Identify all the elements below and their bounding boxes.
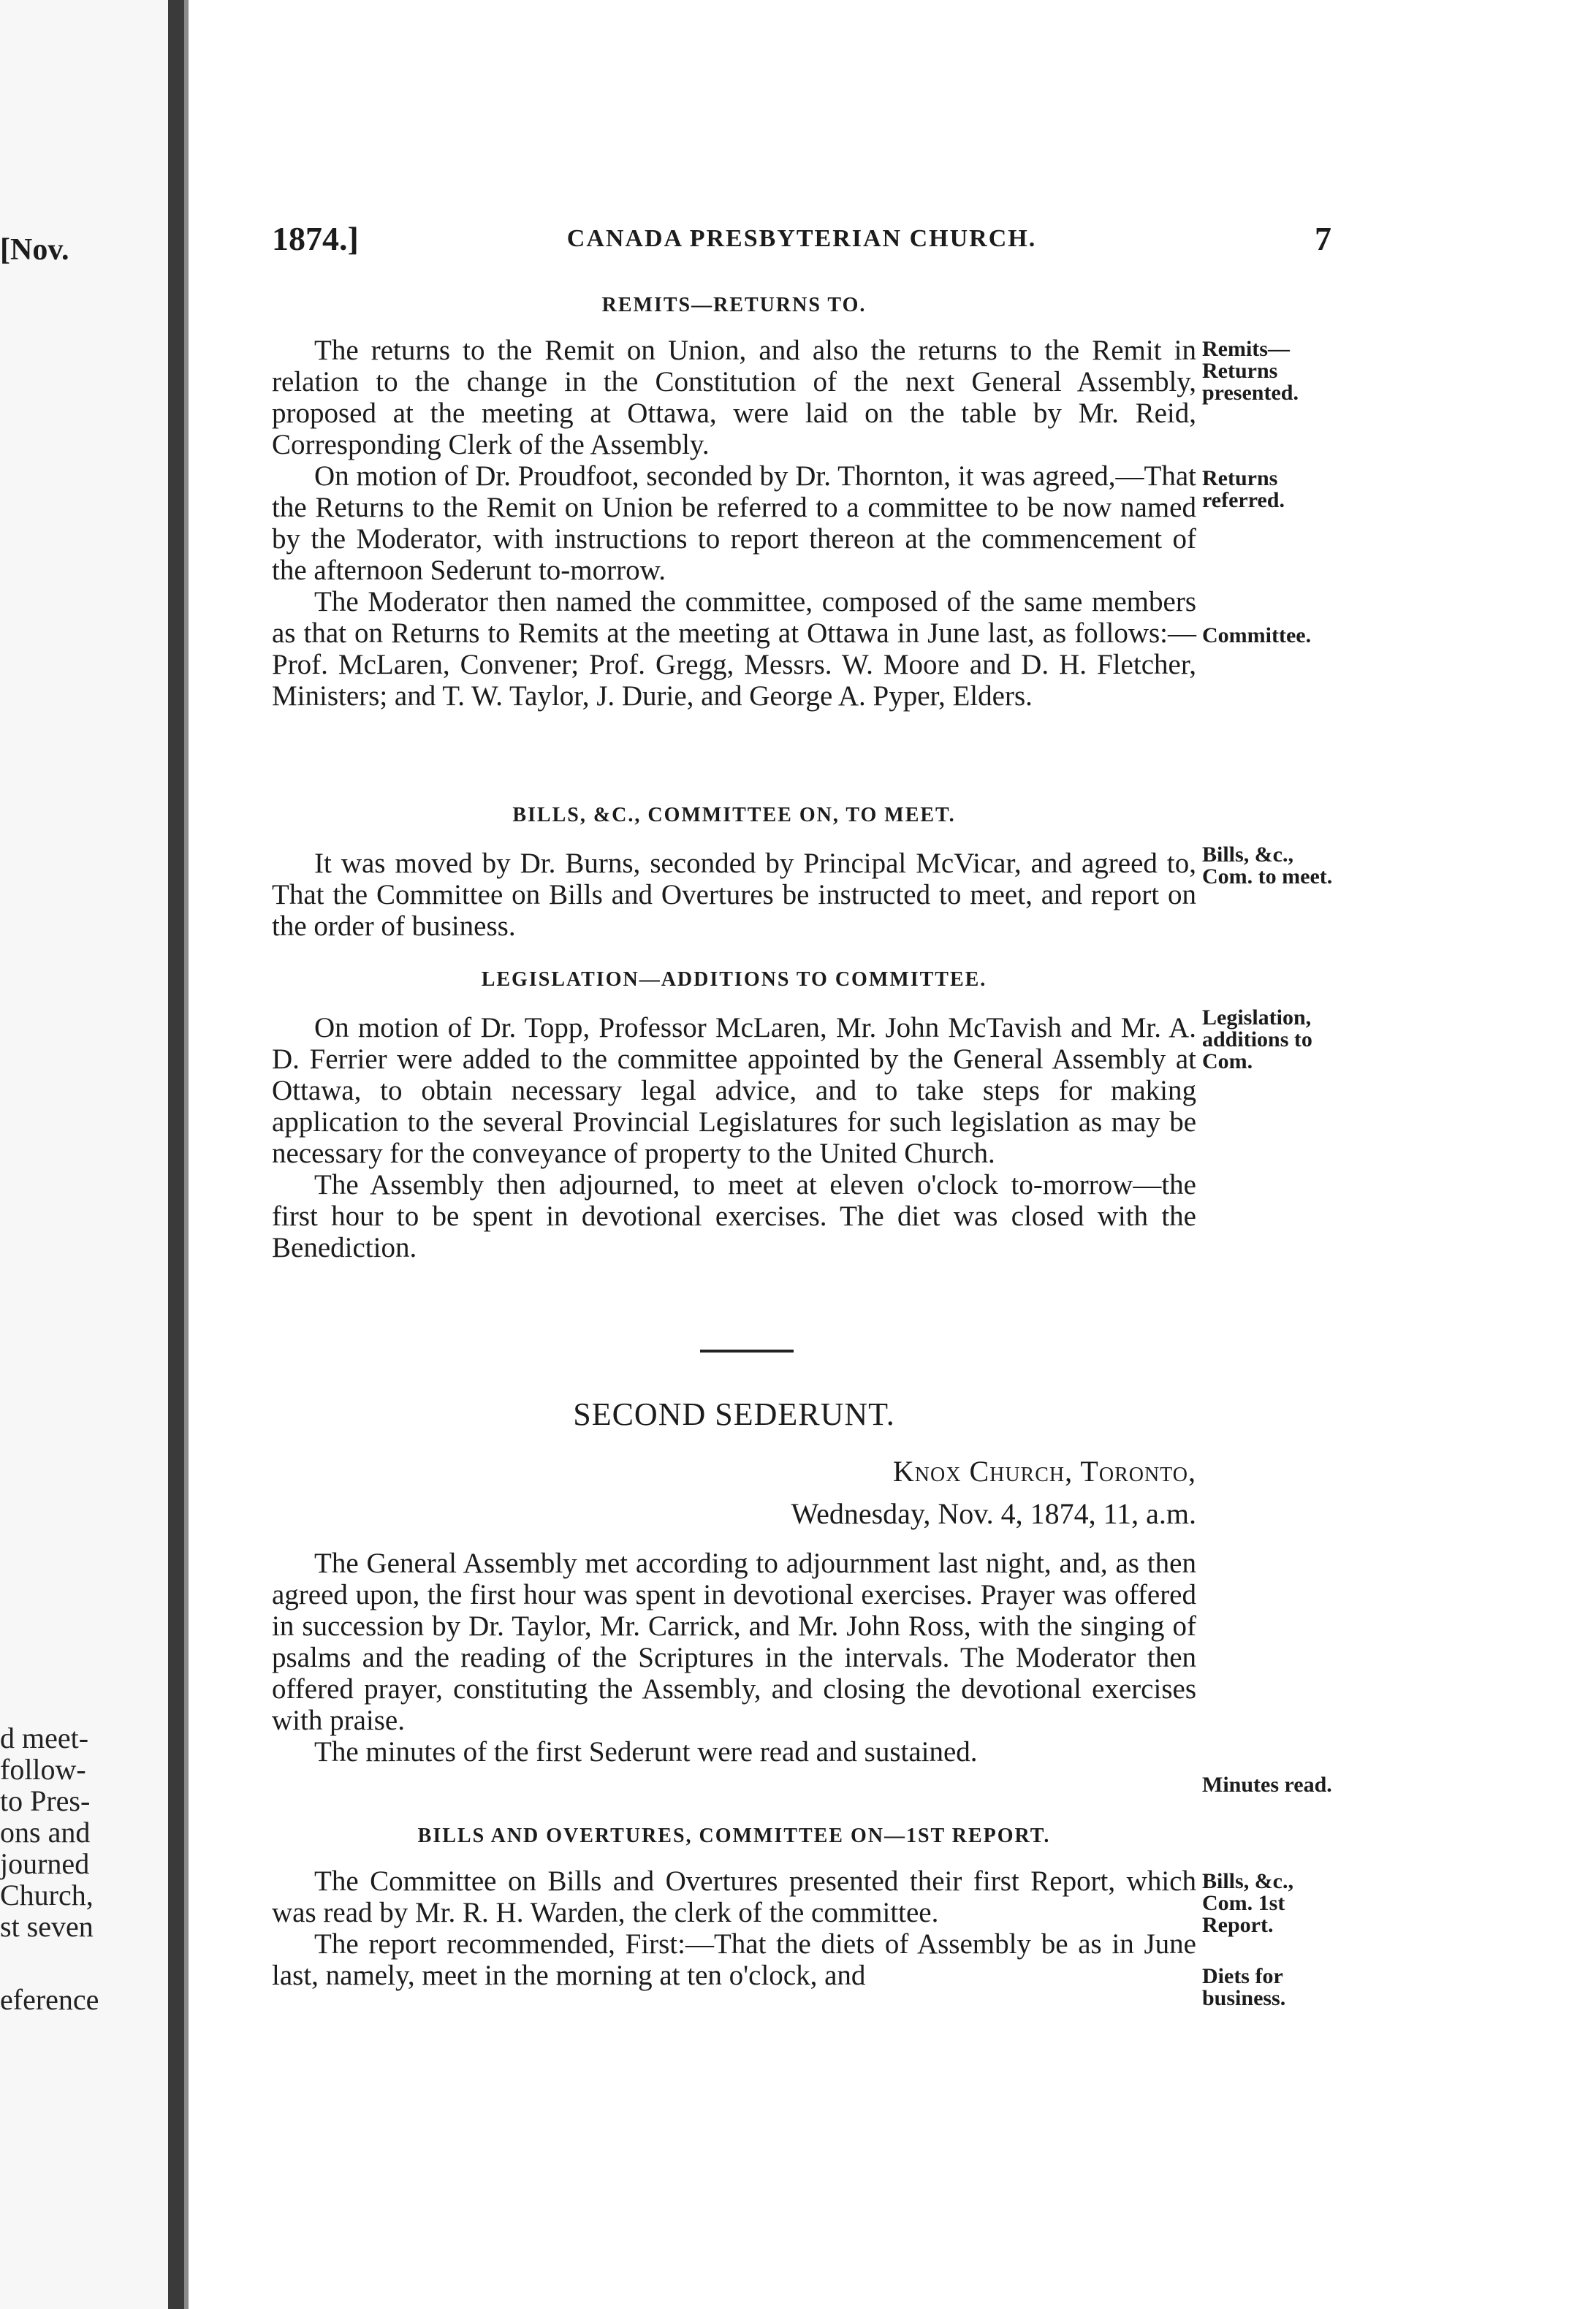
paragraph-bills-report (272, 1865, 1196, 1991)
previous-page-fragment: journed (0, 1847, 90, 1880)
margin-note: Remits—Returns presented. (1202, 337, 1299, 405)
running-head-title: CANADA PRESBYTERIAN CHURCH. (566, 225, 1037, 252)
page-number: 7 (1315, 220, 1331, 257)
sederunt-title: SECOND SEDERUNT. (573, 1396, 895, 1432)
margin-note: Returns referred. (1202, 466, 1285, 512)
paragraph-text: The Assembly then adjourned, to meet at eleven o'clock to-morrow—the first hour to be spent in devotional exercises. The diet was closed with the Benediction. (272, 1169, 1196, 1263)
margin-note: Legislation, additions to Com. (1202, 1005, 1312, 1073)
previous-page-header: [Nov. (0, 233, 69, 267)
previous-page-strip (0, 0, 168, 2309)
margin-note: Committee. (1202, 623, 1312, 647)
paragraph-second-sederunt (272, 1548, 1196, 1768)
paragraph-text: It was moved by Dr. Burns, seconded by Principal McVicar, and agreed to, That the Committee on Bills and Overtures be instructed to meet, and report on the order of business. (272, 848, 1196, 942)
margin-note: Diets for business. (1202, 1964, 1286, 2010)
section-heading-bills-report: BILLS AND OVERTURES, COMMITTEE ON—1ST REPORT. (417, 1825, 1051, 1847)
previous-page-fragment: d meet- (0, 1722, 89, 1754)
margin-note: Bills, &c., Com. 1st Report. (1202, 1869, 1293, 1937)
paragraph-legislation (272, 1012, 1196, 1263)
paragraph-text: The report recommended, First:—That the diets of Assembly be as in June last, namely, meet in the morning at ten o'clock, and (272, 1928, 1196, 1991)
paragraph-text: The minutes of the first Sederunt were read and sustained. (314, 1736, 978, 1768)
paragraph-text: The Committee on Bills and Overtures presented their first Report, which was read by Mr. R. H. Warden, the clerk of the committee. (272, 1865, 1196, 1928)
paragraph-remits (272, 335, 1196, 712)
meeting-place: Knox Church, Toronto, (892, 1455, 1196, 1488)
paragraph-text: On motion of Dr. Topp, Professor McLaren, Mr. John McTavish and Mr. A. D. Ferrier were added to the committee appointed by the General Assembly at Ottawa, to obtain necessary legal advice, and to take steps for making application to the several Provincial Legislatures for such legislation as may be necessary for the conveyance of property to the United Church. (272, 1012, 1196, 1169)
meeting-date: Wednesday, Nov. 4, 1874, 11, a.m. (791, 1497, 1196, 1530)
section-heading-remits: REMITS—RETURNS TO. (601, 294, 867, 316)
paragraph-bills-meet (272, 848, 1196, 942)
previous-page-fragment: st seven (0, 1910, 94, 1943)
book-spine-edge (184, 0, 189, 2309)
section-rule (700, 1350, 794, 1353)
previous-page-fragment: Church, (0, 1879, 94, 1912)
section-heading-legislation: LEGISLATION—ADDITIONS TO COMMITTEE. (481, 968, 987, 991)
paragraph-text: The General Assembly met according to adjournment last night, and, as then agreed upon, the first hour was spent in devotional exercises. Prayer was offered in succession by Dr. Taylor, Mr. Carrick, and Mr. John Ross, with the singing of psalms and the reading of the Scriptures in the intervals. The Moderator then offered prayer, constituting the Assembly, and closing the devotional exercises with praise. (272, 1548, 1196, 1736)
running-head-year: 1874.] (272, 220, 359, 257)
margin-note: Bills, &c., Com. to meet. (1202, 842, 1333, 889)
margin-note: Minutes read. (1202, 1773, 1332, 1797)
previous-page-fragment: eference (0, 1983, 99, 2016)
book-spine-shadow (168, 0, 184, 2309)
previous-page-fragment: to Pres- (0, 1784, 91, 1817)
section-heading-bills-meet: BILLS, &C., COMMITTEE ON, TO MEET. (512, 804, 956, 826)
previous-page-fragment: follow- (0, 1753, 86, 1786)
paragraph-text: The Moderator then named the committee, composed of the same members as that on Returns to Remits at the meeting at Ottawa in June last, as follows:—Prof. McLaren, Convener; Prof. Gregg, Messrs. W. Moore and D. H. Fletcher, Ministers; and T. W. Taylor, J. Durie, and George A. Pyper, Elders. (272, 586, 1196, 712)
running-head (272, 219, 1331, 263)
previous-page-fragment: ons and (0, 1816, 91, 1849)
paragraph-text: On motion of Dr. Proudfoot, seconded by Dr. Thornton, it was agreed,—That the Returns to the Remit on Union be referred to a committee to be now named by the Moderator, with instructions to report thereon at the commencement of the afternoon Sederunt to-morrow. (272, 460, 1196, 586)
paragraph-text: The returns to the Remit on Union, and also the returns to the Remit in relation to the change in the Constitution of the next General Assembly, proposed at the meeting at Ottawa, were laid on the table by Mr. Reid, Corresponding Clerk of the Assembly. (272, 335, 1196, 460)
